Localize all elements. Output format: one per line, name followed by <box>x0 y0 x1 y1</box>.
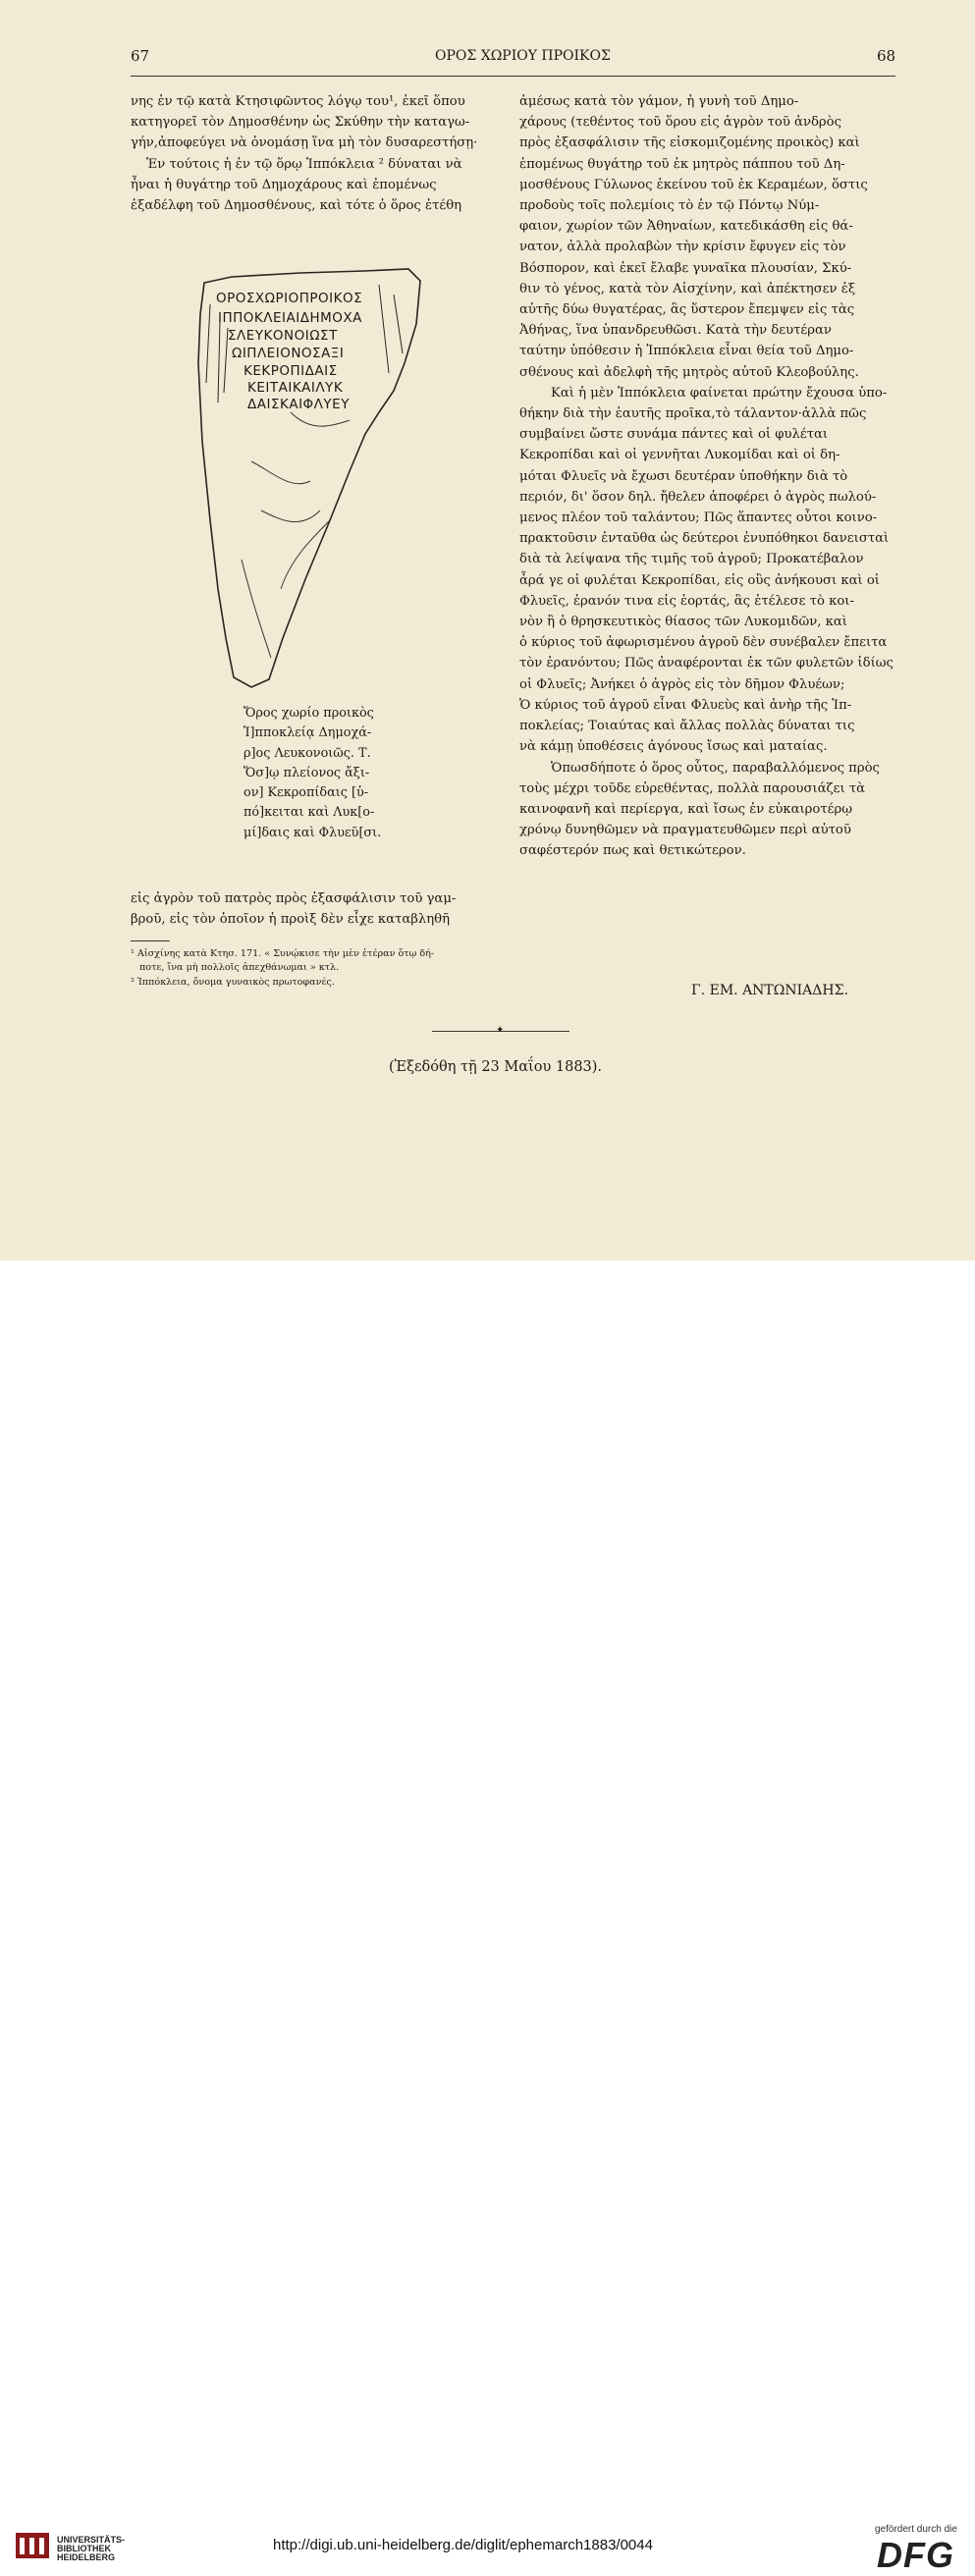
running-title: ΟΡΟΣ ΧΩΡΙΟΥ ΠΡΟΙΚΟΣ <box>435 48 611 64</box>
inscription-transcription <box>244 704 381 843</box>
page-number-left: 67 <box>131 47 150 65</box>
library-name-line: HEIDELBERG <box>57 2552 116 2562</box>
right-column-text <box>519 91 897 862</box>
caption-line: Ὅσ]ῳ πλείονος ἄξι- <box>244 765 370 780</box>
text-line: ἦναι ἡ θυγάτηρ τοῦ Δημοχάρους καὶ ἐπομένως <box>131 177 437 192</box>
inscription-stone-drawing <box>192 265 428 697</box>
text-line: σθένους καὶ ἀδελφὴ τῆς μητρὸς αὐτοῦ Κλεοβούλης. <box>519 364 859 380</box>
inscription-line: ΚΕΙΤΑΙΚΑΙΛΥΚ <box>247 380 344 396</box>
page-number-right: 68 <box>877 47 896 65</box>
footnote: ² Ἱππόκλεια, ὄνομα γυναικὸς πρωτοφανές. <box>131 976 335 988</box>
library-name <box>57 2536 125 2562</box>
text-line: πρὸς ἐξασφάλισιν τῆς εἰσκομιζομένης προικὸς) καὶ <box>519 135 860 151</box>
text-line: μοσθένους Γύλωνος ἐκείνου τοῦ ἐκ Κεραμέων, ὅστις <box>519 177 868 192</box>
text-line: θήκην διὰ τὴν ἑαυτῆς προῖκα,τὸ τάλαντον·ἀλλὰ πῶς <box>519 406 867 422</box>
caption-line: Ὅρος χωρίο προικὸς <box>244 706 374 721</box>
text-line: καινοφανῆ καὶ περίεργα, καὶ ἴσως ἐν εὐκαιροτέρῳ <box>519 801 853 817</box>
text-line: νατον, ἀλλὰ προλαβὼν τὴν κρίσιν ἔφυγεν εἰς τὸν <box>519 240 846 255</box>
text-line: εἰς ἀγρὸν τοῦ πατρὸς πρὸς ἐξασφάλισιν τοῦ γαμ- <box>131 891 457 906</box>
text-line: τὸν ἐρανόντου; Πῶς ἀναφέρονται ἐκ τῶν φυλετῶν ἰδίως <box>519 656 894 671</box>
stone-texture-lines <box>242 412 350 658</box>
inscription-line: ΙΠΠΟΚΛΕΙΑΙΔΗΜΟΧΑ <box>218 310 362 326</box>
text-line: διὰ τὰ λείψανα τῆς τιμῆς τοῦ ἀγροῦ; Προκατέβαλον <box>519 552 864 567</box>
library-name-line: BIBLIOTHEK <box>57 2544 111 2553</box>
text-line: τοὺς μέχρι τοῦδε εὑρεθέντας, πολλὰ παρουσιάζει τὰ <box>519 780 866 796</box>
text-line: Ὁπωσδήποτε ὁ ὅρος οὗτος, παραβαλλόμενος πρὸς <box>551 760 880 776</box>
caption-line: πό]κειται καὶ Λυκ[ο- <box>244 805 375 821</box>
text-line: πρακτοῦσιν ἐνταῦθα ὡς δεύτεροι ἐνυπόθηκοι δανεισταὶ <box>519 531 890 547</box>
text-line: νὰ κάμῃ ὑποθέσεις ἀγόνους ἴσως καὶ ματαίας. <box>519 739 828 755</box>
text-line: Καὶ ἡ μὲν Ἱππόκλεια φαίνεται πρώτην ἔχουσα ὑπο- <box>551 385 888 401</box>
text-line: μενος πλέον τοῦ ταλάντου; Πῶς ἅπαντες οὗτοι κοινο- <box>519 510 878 526</box>
header-rule <box>131 76 895 77</box>
text-line: ποκλείας; Τοιαύτας καὶ ἄλλας πολλὰς δύναται τις <box>519 719 855 734</box>
text-line: Ἐν τούτοις ἡ ἐν τῷ ὅρῳ Ἱππόκλεια ² δύναται νὰ <box>146 156 462 172</box>
text-line: ἆρά γε οἱ φυλέται Κεκροπίδαι, εἰς οὓς ἀνήκουσι καὶ οἱ <box>519 572 880 588</box>
text-line: νης ἐν τῷ κατὰ Κτησιφῶντος λόγῳ του¹, ἐκεῖ ὅπου <box>131 94 465 109</box>
text-line: χρόνῳ δυνηθῶμεν νὰ πραγματευθῶμεν περὶ αὐτοῦ <box>519 823 851 838</box>
text-line: συμβαίνει ὥστε συνάμα πάντες καὶ οἱ φυλέται <box>519 427 829 443</box>
digitization-footer <box>0 1261 975 2575</box>
text-line: περιόν, δι' ὅσον δηλ. ἤθελεν ἀποφέρει ὁ ἀγρὸς πωλού- <box>519 489 877 505</box>
source-url-link[interactable]: http://digi.ub.uni-heidelberg.de/diglit/ephemarch1883/0044 <box>273 2537 653 2553</box>
footnote-rule <box>131 940 170 941</box>
left-column-text <box>131 91 504 216</box>
text-line: ὁ κύριος τοῦ ἀφωρισμένου ἀγροῦ δὲν συνέβαλεν ἔπειτα <box>519 635 888 651</box>
text-line: φαιον, χωρίον τῶν Ἀθηναίων, κατεδικάσθη εἰς θά- <box>519 219 853 235</box>
text-line: μόται Φλυεῖς νὰ ἔχωσι δευτέραν ὑποθήκην διὰ τὸ <box>519 468 848 484</box>
text-line: Βόσπορον, καὶ ἐκεῖ ἔλαβε γυναῖκα πλουσίαν, Σκύ- <box>519 260 852 276</box>
caption-line: μί]δαις καὶ Φλυεῦ[σι. <box>244 825 382 840</box>
footnotes <box>131 947 434 990</box>
text-line: ἐπομένως θυγάτηρ τοῦ ἐκ μητρὸς πάππου τοῦ Δη- <box>519 156 845 172</box>
dfg-logo: DFG <box>877 2535 954 2575</box>
left-column-continuation <box>131 888 504 930</box>
inscription-line: ΩΙΠΛΕΙΟΝΟΣΑΞΙ <box>232 346 345 361</box>
text-line: ἐξαδέλφη τοῦ Δημοσθένους, καὶ τότε ὁ ὅρος ἐτέθη <box>131 198 462 214</box>
text-line: θιν τὸ γένος, κατὰ τὸν Αἰσχίνην, καὶ ἀπέκτησεν ἐξ <box>519 281 856 296</box>
footnote: ποτε, ἵνα μὴ πολλοῖς ἀπεχθάνωμαι » κτλ. <box>139 962 340 974</box>
text-line: νὸν ἢ ὁ θρησκευτικὸς θίασος τῶν Λυκομιδῶν, καὶ <box>519 615 847 630</box>
text-line: οἱ Φλυεῖς; Ἀνήκει ὁ ἀγρὸς εἰς τὸν δῆμον Φλυέων; <box>519 676 845 692</box>
text-line: Φλυεῖς, ἐρανόν τινα εἰς ἑορτάς, ἃς ἐτέλεσε τὸ κοι- <box>519 593 854 609</box>
caption-line: Ἱ]πποκλείᾳ Δημοχά- <box>244 725 372 741</box>
inscription-line: ΟΡΟΣΧΩΡΙΟΠΡΟΙΚΟΣ <box>216 291 363 306</box>
text-line: Ὁ κύριος τοῦ ἀγροῦ εἶναι Φλυεὺς καὶ ἀνὴρ τῆς Ἱπ- <box>519 697 852 713</box>
scanned-page <box>0 0 975 1261</box>
inscription-line: ΔΑΙΣΚΑΙΦΛΥΕΥ <box>247 397 350 412</box>
footnote: ¹ Αἰσχίνης κατὰ Κτησ. 171. « Συνῴκισε τὴν μὲν ἑτέραν ὅτῳ δή- <box>131 948 435 959</box>
text-line: Ἀθήνας, ἵνα ὑπανδρευθῶσι. Κατὰ τὴν δευτέραν <box>519 323 832 339</box>
text-line: γήν,ἀποφεύγει νὰ ὀνομάσῃ ἵνα μὴ τὸν δυσαρεστήσῃ· <box>131 135 478 151</box>
text-line: σαφέστερόν πως καὶ θετικώτερον. <box>519 843 746 859</box>
inscription-line: ΣΛΕΥΚΟΝΟΙΩΣΤ <box>228 328 338 344</box>
publication-date: (Ἐξεδόθη τῇ 23 Μαΐου 1883). <box>389 1059 603 1075</box>
funding-note: gefördert durch die <box>875 2524 957 2535</box>
text-line: κατηγορεῖ τὸν Δημοσθένην ὡς Σκύθην τὴν καταγω- <box>131 115 470 131</box>
library-name-line: UNIVERSITÄTS- <box>57 2535 126 2545</box>
text-line: ἀμέσως κατὰ τὸν γάμον, ἡ γυνὴ τοῦ Δημο- <box>519 94 799 109</box>
university-library-logo-icon <box>14 2529 51 2562</box>
caption-line: ον] Κεκροπίδαις [ὑ- <box>244 785 369 801</box>
end-rule-ornament: ✦ <box>496 1025 505 1036</box>
author-signature: Γ. ΕΜ. ΑΝΤΩΝΙΑΔΗΣ. <box>691 983 848 998</box>
text-line: χάρους (τεθέντος τοῦ ὅρου εἰς ἀγρὸν τοῦ ἀνδρὸς <box>519 115 841 131</box>
text-line: βροῦ, εἰς τὸν ὁποῖον ἡ προὶξ δὲν εἶχε καταβληθῆ <box>131 912 450 928</box>
text-line: Κεκροπίδαι καὶ οἱ γεννῆται Λυκομίδαι καὶ οἱ δη- <box>519 448 840 463</box>
caption-line: ρ]ος Λευκονοιῶς. Τ. <box>244 745 371 761</box>
inscription-line: ΚΕΚΡΟΠΙΔΑΙΣ <box>244 363 338 379</box>
text-line: ταύτην ὑπόθεσιν ἡ Ἱππόκλεια εἶναι θεία τοῦ Δημο- <box>519 344 854 359</box>
text-line: προδοὺς τοῖς πολεμίοις τὸ ἐν τῷ Πόντῳ Νύμ- <box>519 198 820 214</box>
text-line: αὐτῆς δύω θυγατέρας, ἃς ὕστερον ἔπεμψεν εἰς τὰς <box>519 302 855 318</box>
